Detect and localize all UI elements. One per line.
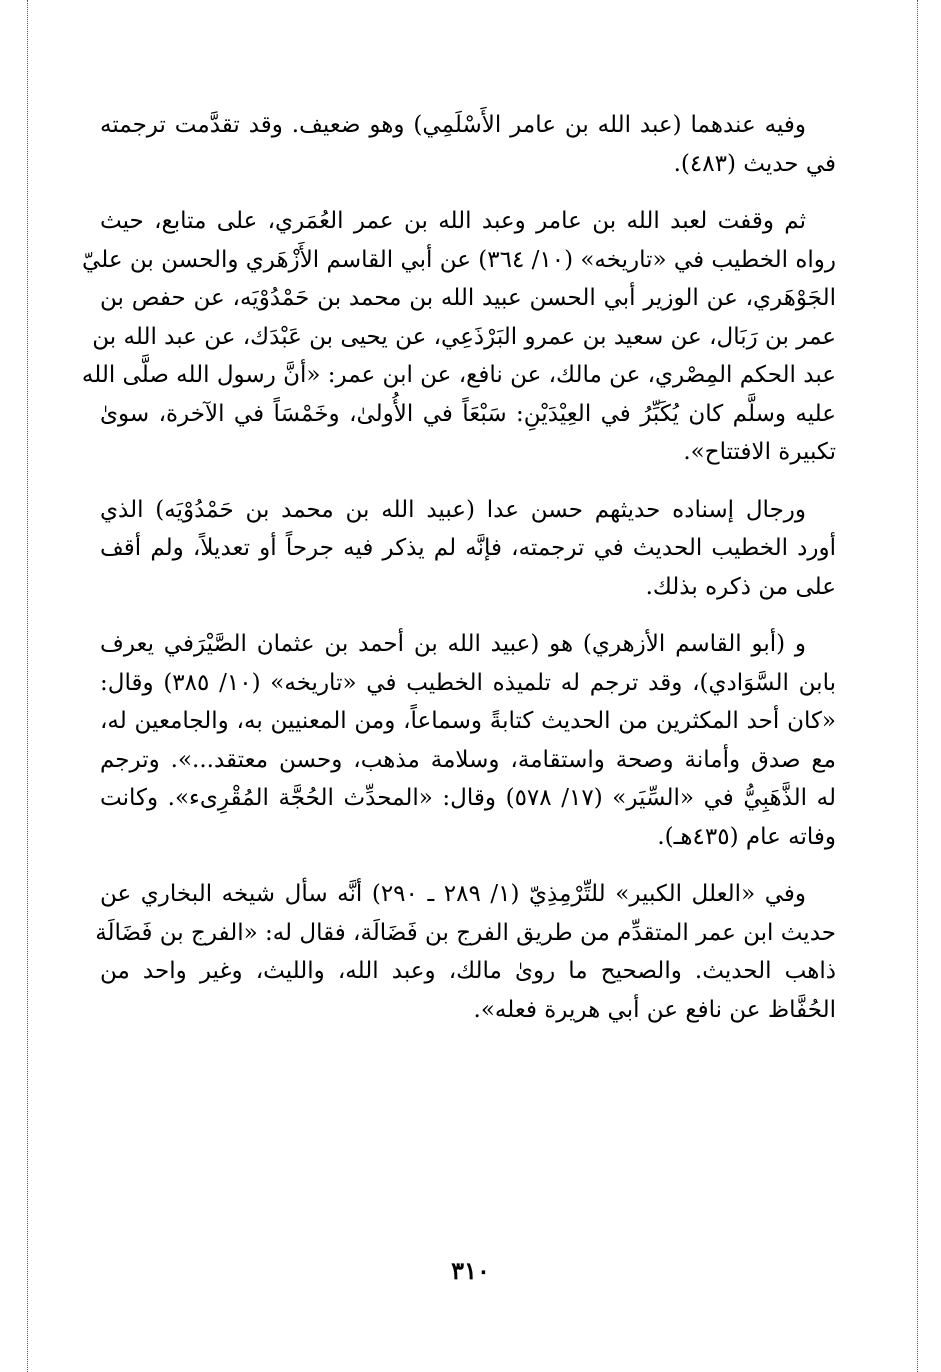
scan-margin-line-right (917, 0, 918, 1372)
text-line: رواه الخطيب في «تاريخه» (١٠/ ٣٦٤) عن أبي القاسم الأَزْهَري والحسن بن عليّ (82, 246, 836, 273)
paragraph-1 (100, 106, 836, 183)
text-line: مع صدق وأمانة وصحة واستقامة، وسلامة مذهب، وحسن معتقد...». وترجم (100, 746, 836, 773)
text-line: عليه وسلَّم كان يُكَبِّرُ في العِيْدَيْنِ: سَبْعَاً في الأُولىٰ، وخَمْسَاً في الآخرة، سوىٰ (100, 400, 836, 427)
paragraph-4 (100, 625, 836, 856)
text-line: عمر بن رَبَال، عن سعيد بن عمرو البَرْذَعِي، عن يحيى بن عَبْدَك، عن عبد الله بن (92, 323, 836, 350)
text-line: أورد الخطيب الحديث في ترجمته، فإنَّه لم يذكر فيه جرحاً أو تعديلاً، ولم أقف (100, 535, 836, 561)
text-line: ثم وقفت لعبد الله بن عامر وعبد الله بن عمر العُمَري، على متابع، حيث (100, 208, 806, 234)
text-line: على من ذكره بذلك. (645, 573, 836, 600)
text-line: وفاته عام (٤٣٥هـ). (657, 823, 836, 850)
text-line: الجَوْهَري، عن الوزير أبي الحسن عبيد الله بن محمد بن حَمْدُوْيَه، عن حفص بن (100, 285, 836, 311)
text-line: ذاهب الحديث. والصحيح ما روىٰ مالك، وعبد الله، والليث، وغير واحد من (100, 958, 836, 984)
text-line: حديث ابن عمر المتقدِّم من طريق الفرج بن فَضَالَة، فقال له: «الفرج بن فَضَالَة (95, 919, 836, 946)
text-line: وفيه عندهما (عبد الله بن عامر الأَسْلَمِي) وهو ضعيف. وقد تقدَّمت ترجمته (100, 112, 806, 138)
text-line: وفي «العلل الكبير» للتِّرْمِذِيّ (١/ ٢٨٩ ـ ٢٩٠) أنَّه سأل شيخه البخاري عن (100, 881, 806, 907)
page-number: ٣١٠ (451, 1256, 490, 1285)
text-line: في حديث (٤٨٣). (673, 150, 836, 177)
paragraph-3 (100, 491, 836, 607)
text-line: عبد الحكم المِصْري، عن مالك، عن نافع، عن ابن عمر: «أنَّ رسول الله صلَّى الله (81, 362, 836, 388)
text-line: بابن السَّوَادي)، وقد ترجم له تلميذه الخطيب في «تاريخه» (١٠/ ٣٨٥) وقال: (100, 669, 836, 696)
text-line: له الذَّهَبِيُّ في «السِّيَر» (١٧/ ٥٧٨) وقال: «المحدِّث الحُجَّة المُقْرِىء». وكانت (100, 785, 836, 811)
scan-margin-line-left (27, 0, 28, 1372)
text-line: الحُفَّاظ عن نافع عن أبي هريرة فعله». (473, 996, 836, 1023)
page-body (81, 106, 836, 1048)
text-line: ورجال إسناده حديثهم حسن عدا (عبيد الله بن محمد بن حَمْدُوْيَه) الذي (100, 496, 806, 523)
text-line: تكبيرة الافتتاح». (683, 439, 836, 465)
text-line: و (أبو القاسم الأزهري) هو (عبيد الله بن أحمد بن عثمان الصَّيْرَفي يعرف (100, 631, 806, 657)
paragraph-2 (81, 202, 836, 472)
paragraph-5 (95, 875, 836, 1029)
text-line: «كان أحد المكثرين من الحديث كتابةً وسماعاً، ومن المعنيين به، والجامعين له، (100, 708, 836, 734)
